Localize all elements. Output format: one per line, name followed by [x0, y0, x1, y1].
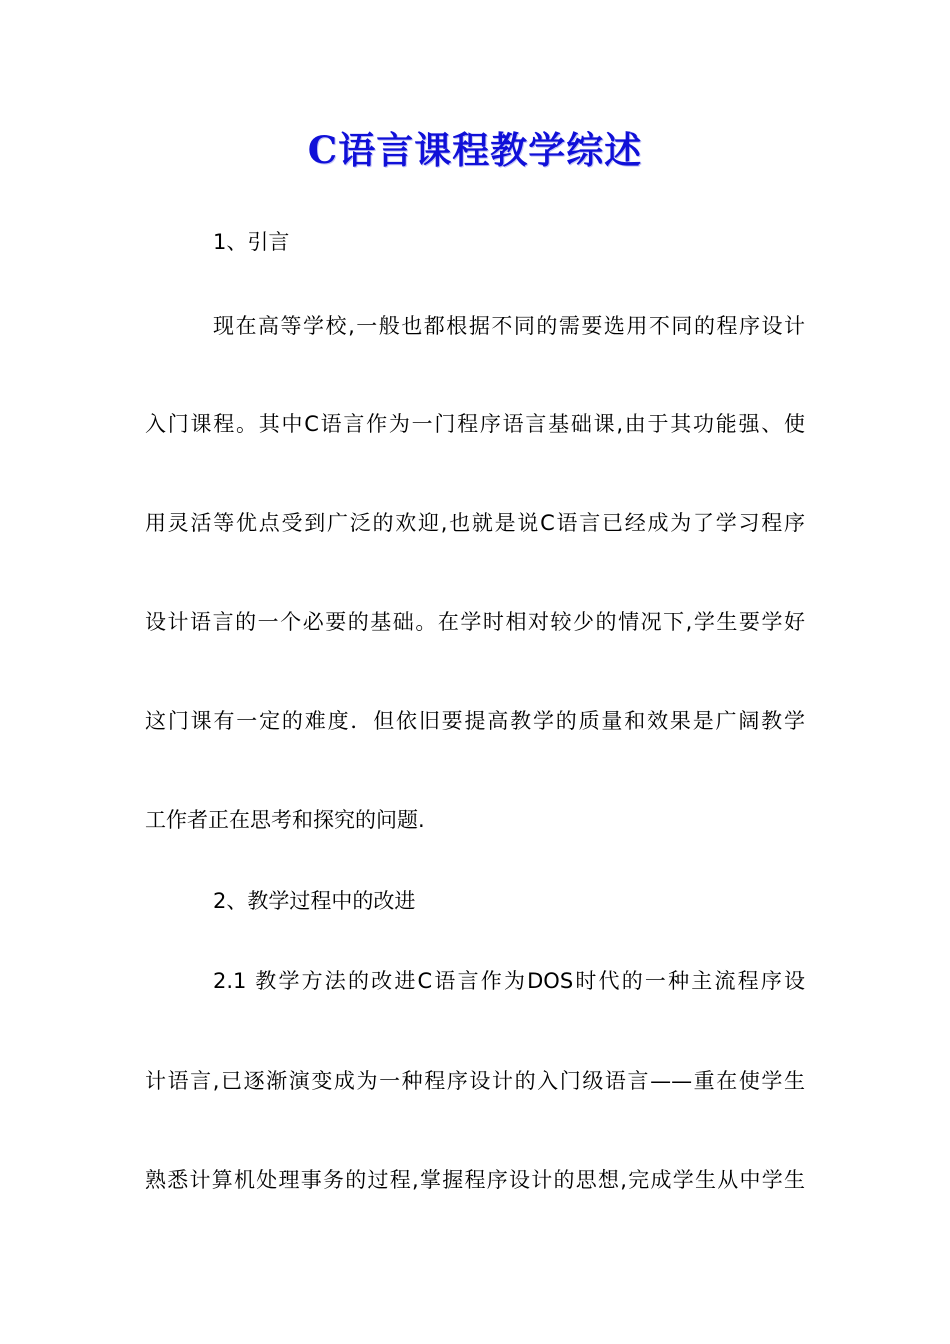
paragraph-line: 现在高等学校,一般也都根据不同的需要选用不同的程序设计	[213, 314, 805, 338]
paragraph-line: 入门课程。其中C语言作为一门程序语言基础课,由于其功能强、使	[145, 412, 805, 436]
section-heading-teaching-improvements: 2、教学过程中的改进	[213, 889, 416, 913]
paragraph-line: 工作者正在思考和探究的问题.	[145, 808, 425, 832]
paragraph-line: 设计语言的一个必要的基础。在学时相对较少的情况下,学生要学好	[145, 610, 805, 634]
document-title: C语言课程教学综述	[307, 128, 643, 172]
paragraph-line: 计语言,已逐渐演变成为一种程序设计的入门级语言——重在使学生	[145, 1069, 805, 1093]
paragraph-line: 熟悉计算机处理事务的过程,掌握程序设计的思想,完成学生从中学生	[145, 1168, 805, 1192]
paragraph-line: 用灵活等优点受到广泛的欢迎,也就是说C语言已经成为了学习程序	[145, 511, 805, 535]
paragraph-line: 2.1 教学方法的改进C语言作为DOS时代的一种主流程序设	[213, 969, 805, 993]
section-heading-introduction: 1、引言	[213, 230, 290, 254]
paragraph-line: 这门课有一定的难度．但依旧要提高教学的质量和效果是广阔教学	[145, 709, 805, 733]
